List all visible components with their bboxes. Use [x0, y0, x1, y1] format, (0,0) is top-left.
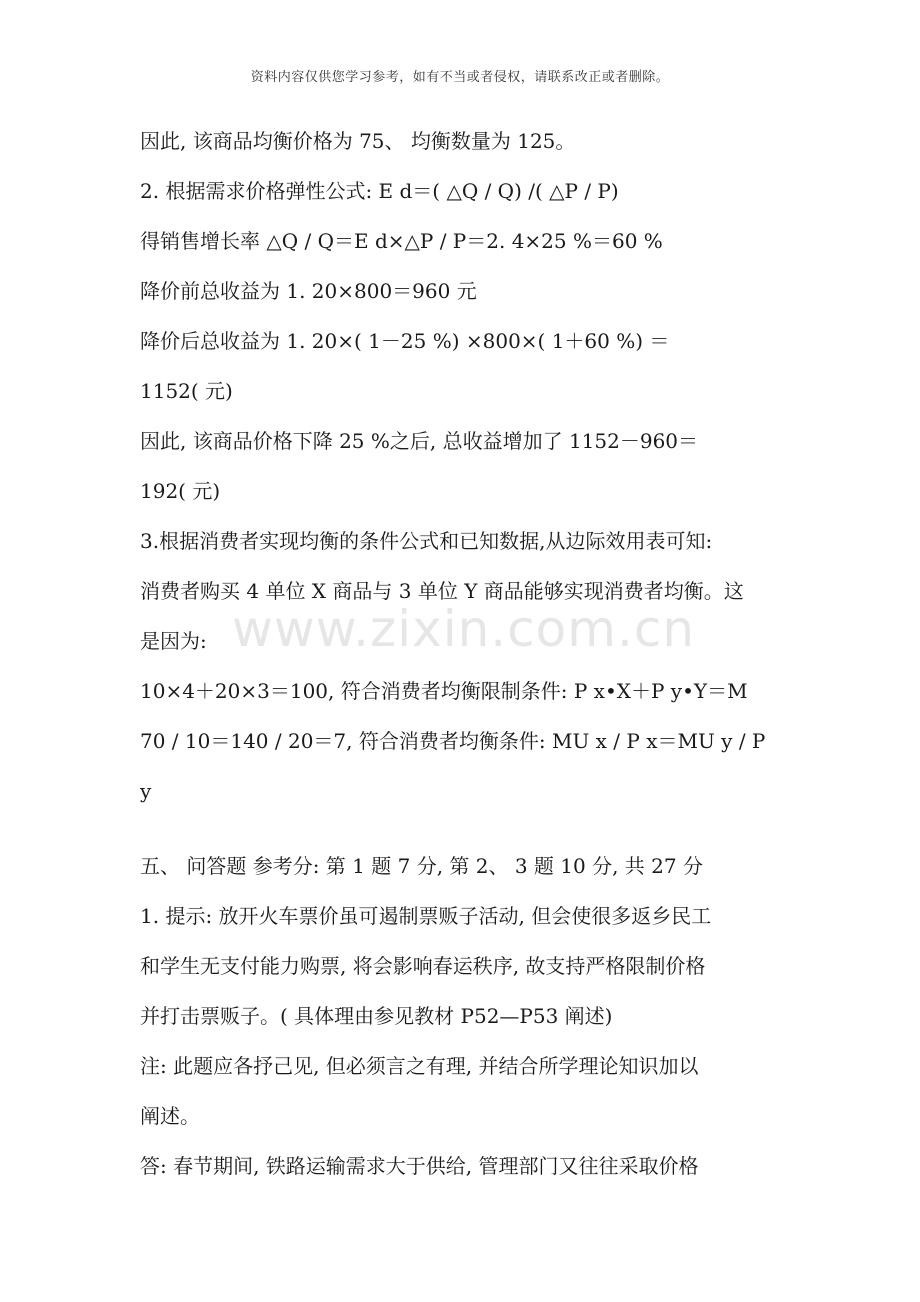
body-line: 2. 根据需求价格弹性公式: E d＝( △Q / Q) /( △P / P) — [140, 179, 619, 203]
body-line: 是因为: — [140, 629, 207, 653]
body-line: 和学生无支付能力购票, 将会影响春运秩序, 故支持严格限制价格 — [140, 954, 706, 978]
watermark-text: www.zixin.com.cn — [232, 600, 696, 658]
body-line: 阐述。 — [140, 1104, 200, 1128]
body-line: 并打击票贩子。( 具体理由参见教材 P52—P53 阐述) — [140, 1004, 613, 1028]
body-line: 降价后总收益为 1. 20×( 1－25 %) ×800×( 1＋60 %) ＝ — [140, 329, 670, 353]
section-gap — [140, 816, 792, 841]
body-line: 1. 提示: 放开火车票价虽可遏制票贩子活动, 但会使很多返乡民工 — [140, 904, 712, 928]
document-body — [140, 116, 792, 1191]
body-line: 降价前总收益为 1. 20×800＝960 元 — [140, 279, 477, 303]
section-heading: 五、 问答题 参考分: 第 1 题 7 分, 第 2、 3 题 10 分, 共 27 分 — [140, 854, 703, 878]
page-header-note: 资料内容仅供您学习参考，如有不当或者侵权，请联系改正或者删除。 — [250, 70, 670, 85]
body-line: y — [140, 779, 152, 803]
body-line: 得销售增长率 △Q / Q＝E d×△P / P＝2. 4×25 %＝60 % — [140, 229, 663, 253]
body-line: 3.根据消费者实现均衡的条件公式和已知数据,从边际效用表可知: — [140, 529, 713, 553]
body-line: 消费者购买 4 单位 X 商品与 3 单位 Y 商品能够实现消费者均衡。这 — [140, 579, 744, 603]
body-line: 10×4＋20×3＝100, 符合消费者均衡限制条件: P x•X＋P y•Y＝M — [140, 679, 748, 703]
body-line: 注: 此题应各抒己见, 但必须言之有理, 并结合所学理论知识加以 — [140, 1054, 699, 1078]
body-line: 1152( 元) — [140, 379, 233, 403]
body-line: 因此, 该商品均衡价格为 75、 均衡数量为 125。 — [140, 129, 576, 153]
body-line: 192( 元) — [140, 479, 221, 503]
body-line: 70 / 10＝140 / 20＝7, 符合消费者均衡条件: MU x / P x＝MU y / P — [140, 729, 766, 753]
body-line: 因此, 该商品价格下降 25 %之后, 总收益增加了 1152－960＝ — [140, 429, 699, 453]
body-line: 答: 春节期间, 铁路运输需求大于供给, 管理部门又往往采取价格 — [140, 1154, 699, 1178]
